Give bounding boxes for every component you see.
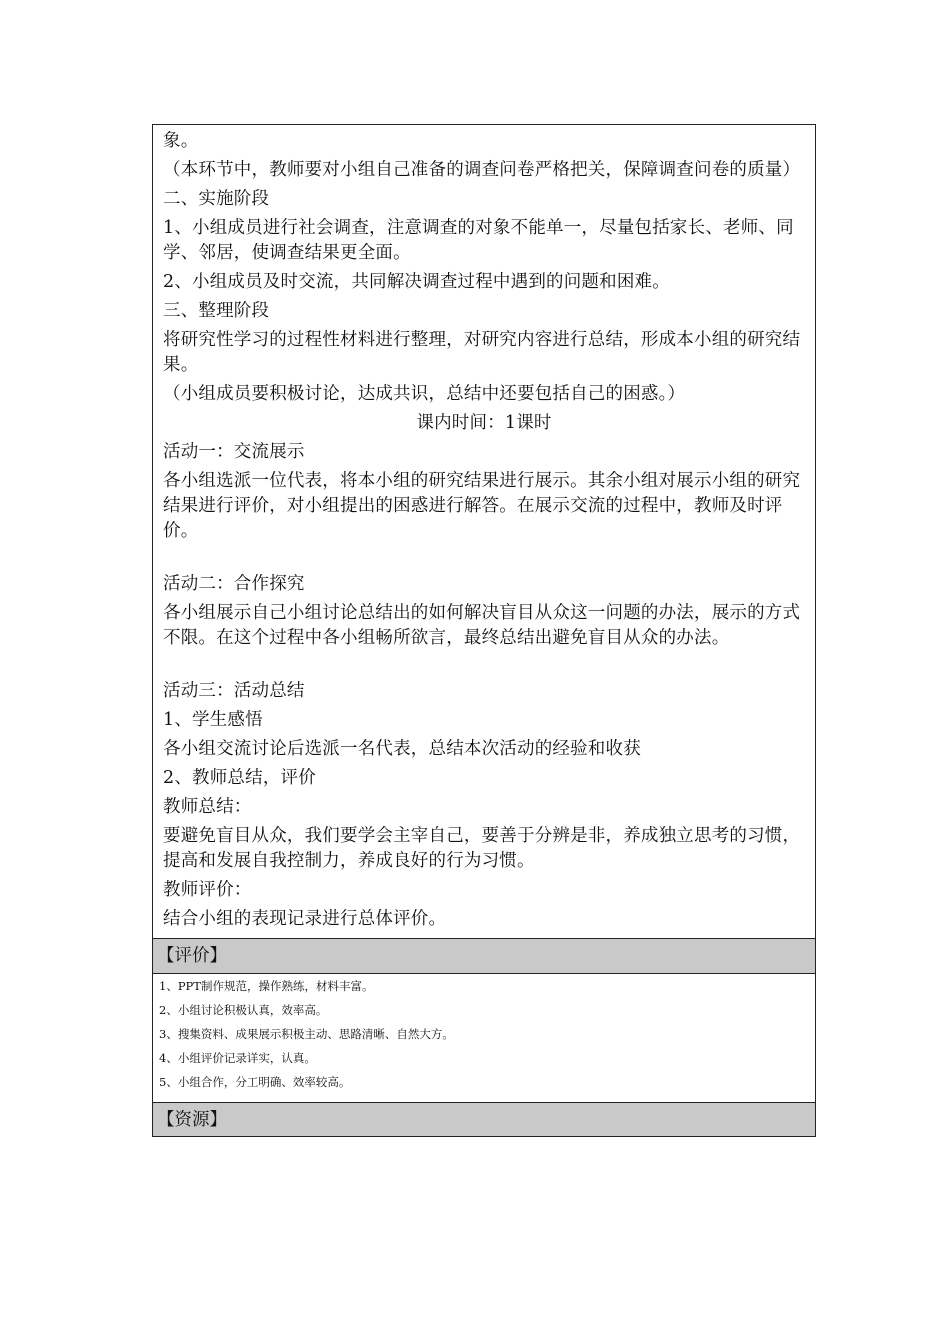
paragraph: 1、小组成员进行社会调查，注意调查的对象不能单一，尽量包括家长、老师、同学、邻居，使调查结果更全面。	[163, 218, 794, 263]
paragraph: 各小组选派一位代表，将本小组的研究结果进行展示。其余小组对展示小组的研究结果进行评价，对小组提出的困惑进行解答。在展示交流的过程中，教师及时评价。	[163, 471, 801, 541]
evaluation-item: 4、小组评价记录详实，认真。	[159, 1051, 316, 1065]
paragraph: 象。	[163, 131, 199, 151]
section-heading: 二、实施阶段	[163, 189, 270, 209]
paragraph: 结合小组的表现记录进行总体评价。	[163, 909, 447, 929]
evaluation-header: 【评价】	[152, 938, 816, 973]
evaluation-item: 1、PPT制作规范，操作熟练，材料丰富。	[159, 979, 374, 993]
paragraph: 2、小组成员及时交流，共同解决调查过程中遇到的问题和困难。	[163, 272, 670, 292]
paragraph: 教师评价：	[163, 880, 252, 900]
paragraph: 教师总结：	[163, 797, 252, 817]
paragraph: 要避免盲目从众，我们要学会主宰自己，要善于分辨是非，养成独立思考的习惯，提高和发展自我控制力，养成良好的行为习惯。	[163, 826, 801, 871]
paragraph: 各小组交流讨论后选派一名代表，总结本次活动的经验和收获	[163, 739, 641, 759]
lesson-plan-table	[152, 124, 816, 1137]
paragraph: 将研究性学习的过程性材料进行整理，对研究内容进行总结，形成本小组的研究结果。	[163, 330, 801, 375]
procedure-cell	[152, 124, 816, 938]
paragraph: （本环节中，教师要对小组自己准备的调查问卷严格把关，保障调查问卷的质量）	[163, 160, 801, 180]
activity-heading: 活动一：交流展示	[163, 442, 305, 462]
evaluation-item: 5、小组合作，分工明确、效率较高。	[159, 1075, 351, 1089]
evaluation-item: 2、小组讨论积极认真，效率高。	[159, 1003, 328, 1017]
paragraph: 各小组展示自己小组讨论总结出的如何解决盲目从众这一问题的办法，展示的方式不限。在这个过程中各小组畅所欲言，最终总结出避免盲目从众的办法。	[163, 603, 801, 648]
activity-heading: 活动二：合作探究	[163, 574, 305, 594]
paragraph: 2、教师总结，评价	[163, 768, 316, 788]
paragraph: （小组成员要积极讨论，达成共识，总结中还要包括自己的困惑。）	[163, 384, 686, 404]
class-time: 课内时间：1课时	[416, 413, 552, 433]
section-heading: 三、整理阶段	[163, 301, 270, 321]
activity-heading: 活动三：活动总结	[163, 681, 305, 701]
evaluation-cell	[152, 973, 816, 1102]
resources-header: 【资源】	[152, 1102, 816, 1137]
paragraph: 1、学生感悟	[163, 710, 263, 730]
evaluation-item: 3、搜集资料、成果展示积极主动、思路清晰、自然大方。	[159, 1027, 454, 1041]
